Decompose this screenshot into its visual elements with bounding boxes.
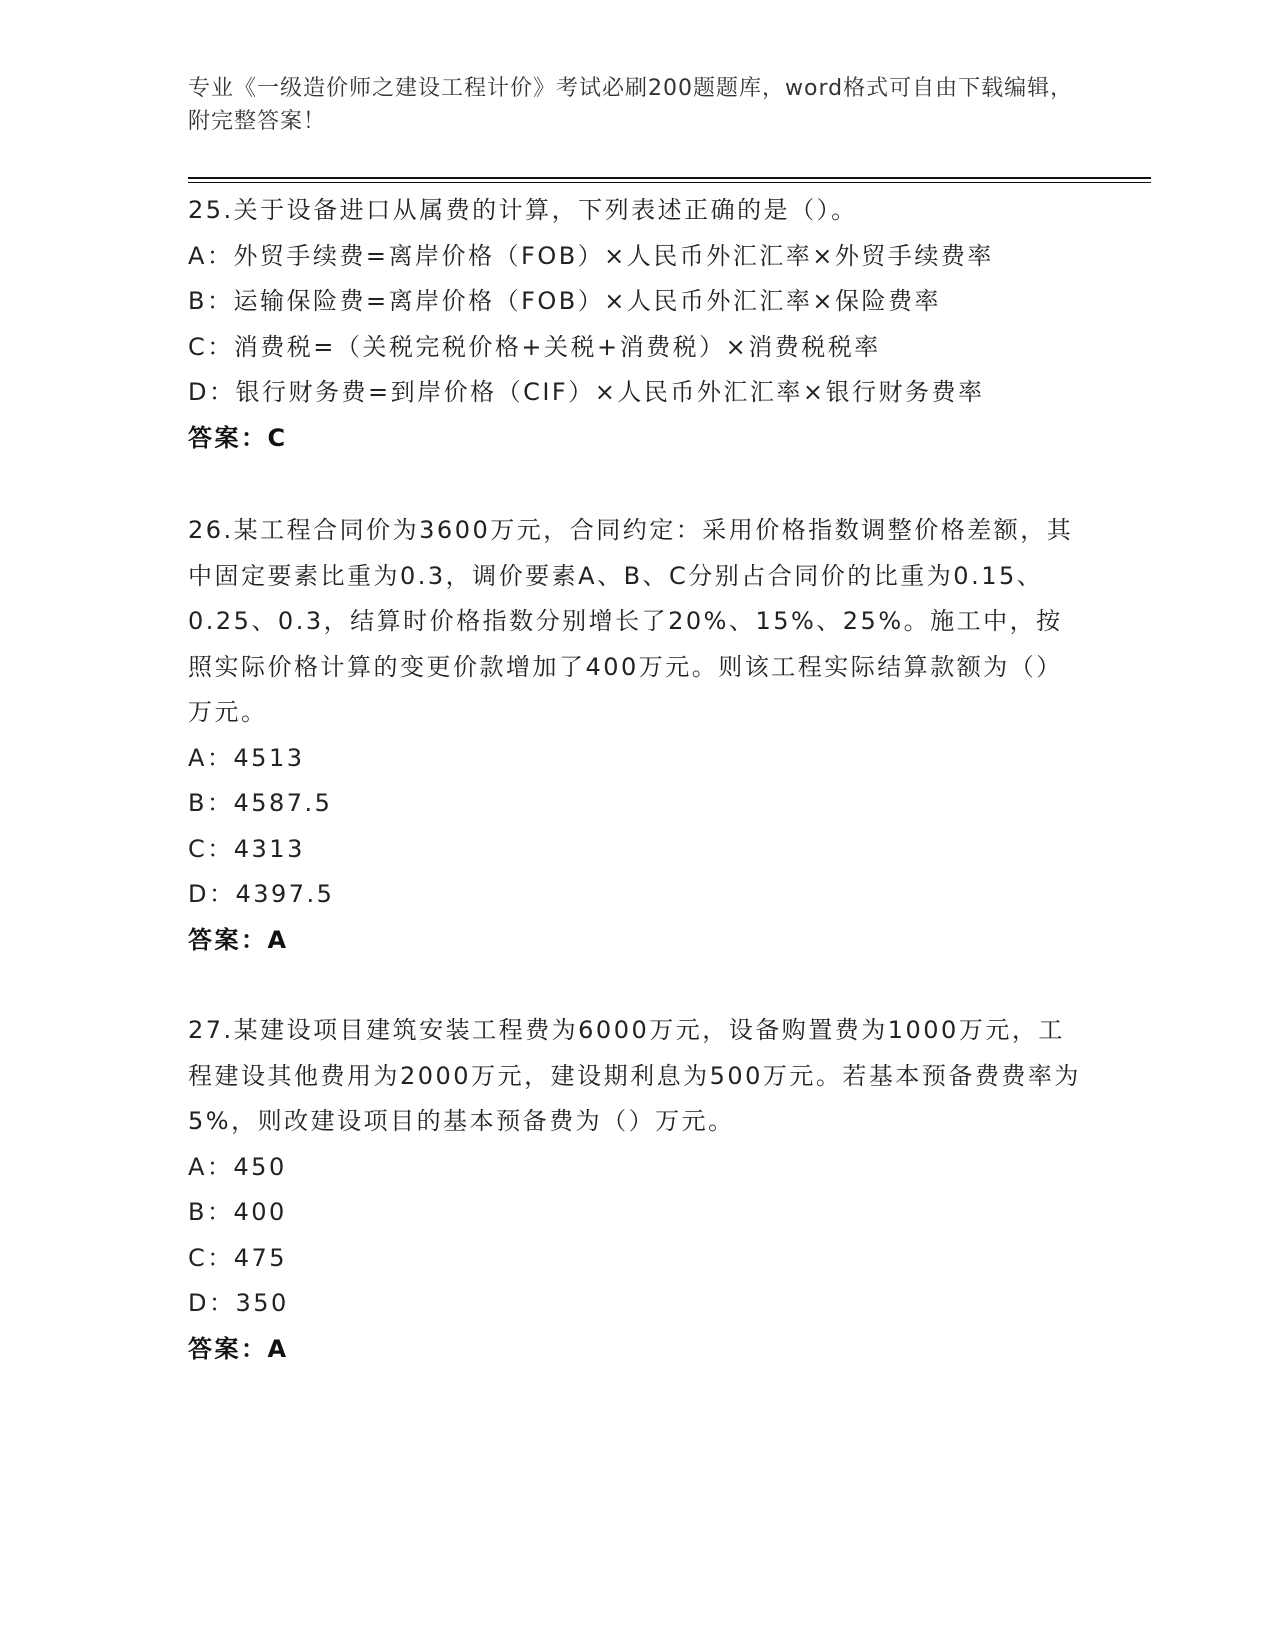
option-d: D：4397.5: [188, 880, 335, 908]
option-a: A：4513: [188, 743, 305, 772]
option-c: C：4313: [188, 834, 305, 863]
header-divider-thick: [188, 177, 1151, 179]
option-a: A：450: [188, 1152, 287, 1181]
option-b: B：4587.5: [188, 789, 333, 817]
header-divider-thin: [188, 182, 1151, 183]
question-stem: 27.某建设项目建筑安装工程费为6000万元，设备购置费为1000万元，工程建设其他费用为2000万元，建设期利息为500万元。若基本预备费费率为5%，则改建设项目的基本预备费为（）万元。: [188, 1016, 1081, 1135]
option-d: D：350: [188, 1289, 289, 1317]
option-d: D：银行财务费=到岸价格（CIF）×人民币外汇汇率×银行财务费率: [188, 378, 985, 406]
header-intro-text: 专业《一级造价师之建设工程计价》考试必刷200题题库，word格式可自由下载编辑，附完整答案！: [188, 76, 1074, 134]
option-a: A：外贸手续费=离岸价格（FOB）×人民币外汇汇率×外贸手续费率: [188, 241, 994, 270]
option-b: B：400: [188, 1198, 287, 1226]
answer: 答案：C: [188, 423, 288, 452]
option-c: C：消费税=（关税完税价格+关税+消费税）×消费税税率: [188, 332, 881, 361]
answer: 答案：A: [188, 925, 289, 954]
question-stem: 26.某工程合同价为3600万元，合同约定：采用价格指数调整价格差额，其中固定要素比重为0.3，调价要素A、B、C分别占合同价的比重为0.15、0.25、0.3，结算时价格指数分别增长了20%、15%、25%。施工中，按照实际价格计算的变更价款增加了400万元。则该工程实际结算款额为（）万元。: [188, 516, 1074, 726]
question-25: [188, 188, 1088, 461]
question-stem: 25.关于设备进口从属费的计算，下列表述正确的是（）。: [188, 196, 858, 224]
document-header: [188, 72, 1088, 138]
option-b: B：运输保险费=离岸价格（FOB）×人民币外汇汇率×保险费率: [188, 287, 941, 315]
option-c: C：475: [188, 1243, 288, 1272]
question-26: [188, 508, 1088, 963]
answer: 答案：A: [188, 1334, 289, 1363]
question-27: [188, 1008, 1088, 1372]
